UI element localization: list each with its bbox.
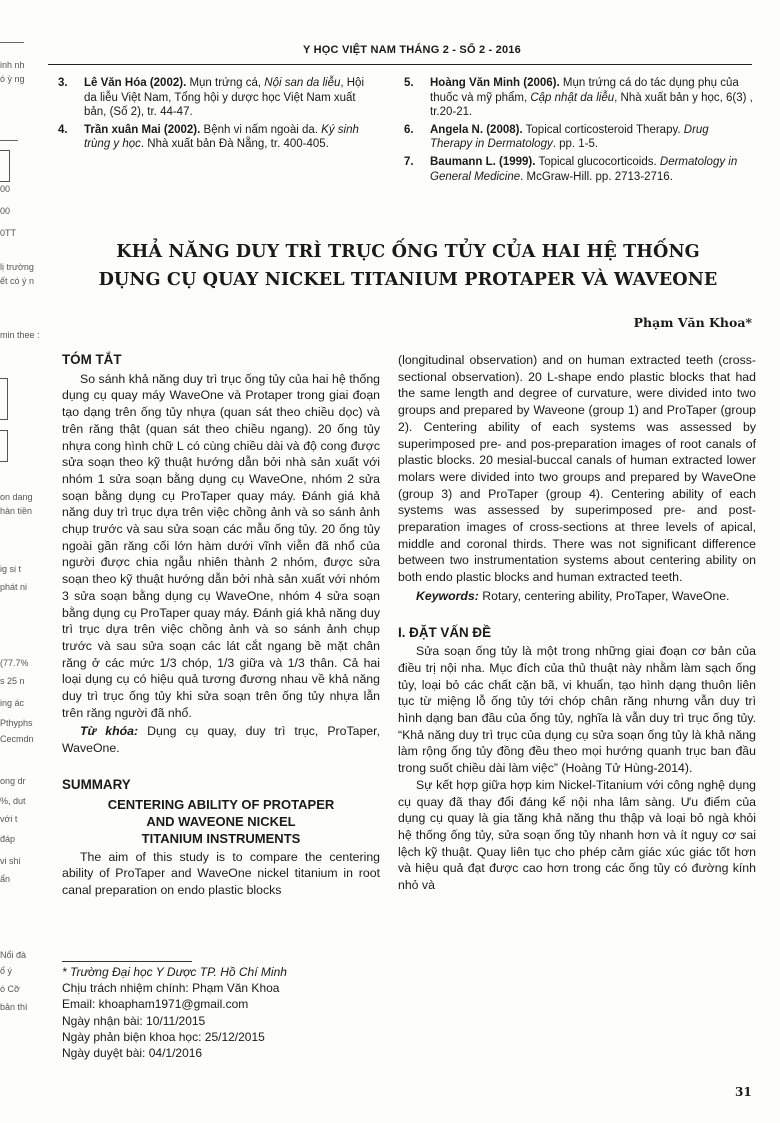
reference-number: 3. xyxy=(58,77,68,89)
intro-paragraph: Sự kết hợp giữa hợp kim Nickel-Titanium với công nghệ dụng cụ quay đã thay đổi đáng kể nội nha lâm sàng. Ưu điểm của dụng cụ quay là gia tăng khả năng thu thập và loại bỏ ngà khỏi hệ thống ống tủy, sửa soạn ống tủy nhanh hơn và ít nguy cơ sai lệch kỹ thuật. Quay liên tục cho phép cảm giác xúc giác tốt hơn và hiệu quả đạt được cao hơn trong các ống tủy có đường kính nhỏ và xyxy=(398,777,756,893)
footnote-affiliation: * Trường Đại học Y Dược TP. Hồ Chí Minh xyxy=(62,965,287,979)
reference-text: . pp. 1-5. xyxy=(552,138,599,151)
margin-fragment: %, dut xyxy=(0,796,26,806)
article-title xyxy=(58,238,758,294)
reference-text: . McGraw-Hill. pp. 2713-2716. xyxy=(520,170,673,183)
margin-fragment: Pthyphs xyxy=(0,718,33,728)
margin-fragment: s 25 n xyxy=(0,676,25,686)
reference-number: 5. xyxy=(404,77,414,89)
page-number: 31 xyxy=(735,1085,752,1099)
keywords-text: Rotary, centering ability, ProTaper, WaveOne. xyxy=(478,588,730,603)
margin-fragment: vi shi xyxy=(0,856,21,866)
footnote-email: Email: khoapham1971@gmail.com xyxy=(62,997,249,1012)
article-title-line: DỤNG CỤ QUAY NICKEL TITANIUM PROTAPER VÀ WAVEONE xyxy=(98,269,718,290)
reference-item xyxy=(58,123,376,152)
footnote-responsible: Chịu trách nhiệm chính: Phạm Văn Khoa xyxy=(62,981,280,996)
reference-text: Topical corticosteroid Therapy. xyxy=(522,123,684,136)
reference-number: 7. xyxy=(404,155,414,168)
footnote xyxy=(62,964,362,1061)
margin-fragment: ó ỳ ng xyxy=(0,74,25,84)
margin-fragment: ing ác xyxy=(0,698,25,708)
references-right xyxy=(404,76,754,187)
reference-item xyxy=(404,123,754,152)
margin-fragment: bản thì xyxy=(0,1002,28,1012)
reference-text: . Nhà xuất bản Đà Nẵng, tr. 400-405. xyxy=(140,138,329,151)
left-column xyxy=(62,352,380,899)
margin-fragment: on dang xyxy=(0,492,33,502)
margin-fragment: ổ ý xyxy=(0,966,13,976)
footnote-approved: Ngày duyệt bài: 04/1/2016 xyxy=(62,1046,203,1061)
reference-authors: Angela N. (2008). xyxy=(430,123,523,136)
intro-heading: I. ĐẶT VẤN ĐỀ xyxy=(398,624,491,640)
summary-subtitle xyxy=(62,796,380,847)
header-rule xyxy=(48,64,752,65)
margin-fragment: inh nh xyxy=(0,60,25,70)
footnote-rule xyxy=(62,961,192,962)
section-gap xyxy=(398,605,756,625)
margin-box xyxy=(0,378,8,420)
summary-body-start: The aim of this study is to compare the centering ability of ProTaper and WaveOne nickel titanium in root canal preparation on endo plastic blocks xyxy=(62,849,380,897)
reference-source: Nội san da liễu xyxy=(264,77,341,89)
margin-fragment: lị trường xyxy=(0,262,34,272)
keywords-text: Dụng cụ quay, duy trì trục, ProTaper, WaveOne. xyxy=(62,724,380,756)
keywords-label: Keywords: xyxy=(416,588,479,603)
reference-authors: Baumann L. (1999). xyxy=(430,155,536,168)
reference-source: Drug Therapy in Dermatology xyxy=(430,123,709,151)
summary-heading: SUMMARY xyxy=(62,776,131,792)
margin-line xyxy=(0,42,24,43)
section-gap xyxy=(62,757,380,777)
margin-fragment: ó Cỡ xyxy=(0,984,20,994)
reference-text: Topical glucocorticoids. xyxy=(535,155,660,168)
reference-text: Bệnh vi nấm ngoài da. xyxy=(200,123,322,136)
right-column xyxy=(398,352,756,894)
margin-fragment: min thee : xyxy=(0,330,40,340)
summary-subtitle-line: CENTERING ABILITY OF PROTAPER xyxy=(107,796,335,812)
reference-authors: Hoàng Văn Minh (2006). xyxy=(430,77,560,89)
margin-fragment: (77.7% xyxy=(0,658,29,668)
margin-fragment: 00 xyxy=(0,206,11,216)
reference-authors: Trần xuân Mai (2002). xyxy=(84,123,201,136)
margin-fragment: ết có ý n xyxy=(0,276,35,286)
reference-item xyxy=(404,76,754,120)
margin-box xyxy=(0,430,8,462)
margin-fragment: 00 xyxy=(0,184,11,194)
margin-line xyxy=(0,140,18,141)
reference-text: , Nhà xuất bản y học, 6(3) , tr.20-21. xyxy=(430,91,753,119)
margin-box xyxy=(0,150,10,182)
margin-fragment: với t xyxy=(0,814,18,824)
reference-text: , Hội da liễu Việt Nam, Tổng hội y dược học Việt Nam xuất bản, (Số 2), tr. 44-47. xyxy=(84,77,365,119)
article-author: Phạm Văn Khoa* xyxy=(633,315,752,330)
article-title-line: KHẢ NĂNG DUY TRÌ TRỤC ỐNG TỦY CỦA HAI HỆ THỐNG xyxy=(116,241,700,262)
reference-source: Ký sinh trùng y học xyxy=(84,123,359,151)
reference-authors: Lê Văn Hóa (2002). xyxy=(84,77,187,89)
abstract-keywords xyxy=(62,723,380,756)
margin-fragment: Cecmdn xyxy=(0,734,34,744)
margin-fragment: Nổi đà xyxy=(0,950,27,960)
summary-subtitle-line: AND WAVEONE NICKEL xyxy=(146,813,296,829)
intro-paragraph: Sửa soạn ống tủy là một trong những giai đoạn cơ bản của điều trị nội nha. Mục đích của thủ thuật này nhằm làm sạch ống tủy, loại bỏ các chất cặn bã, vi khuẩn, tạo hình dạng thuôn liên tục từ miệng lỗ ống tủy tới chóp chân răng nhưng vẫn duy trì hình dạng ban đầu của ống tủy, nghĩa là vẫn duy trì trục ống tủy. “Khả năng duy trì trục của dụng cụ sửa soạn ống tủy là khả năng làm rộng ống tủy đồng đều theo mọi hướng quanh trục ban đầu trong suốt chiều dài làm việc” (Hoàng Tử Hùng-2014). xyxy=(398,644,756,776)
margin-fragment: ong dr xyxy=(0,776,26,786)
reference-number: 6. xyxy=(404,123,414,136)
margin-fragment: 0TT xyxy=(0,228,17,238)
abstract-heading: TÓM TẮT xyxy=(62,352,122,367)
margin-fragment: đáp xyxy=(0,834,16,844)
reference-item xyxy=(404,155,754,184)
margin-fragment: ig si t xyxy=(0,564,22,574)
footnote-received: Ngày nhận bài: 10/11/2015 xyxy=(62,1013,206,1028)
margin-fragment: hàn tiền xyxy=(0,506,33,516)
footnote-reviewed: Ngày phản biện khoa học: 25/12/2015 xyxy=(62,1029,265,1044)
running-header: Y HỌC VIỆT NAM THÁNG 2 - SỐ 2 - 2016 xyxy=(303,44,521,56)
margin-fragment: ẩn xyxy=(0,874,11,884)
keywords-label: Từ khóa: xyxy=(80,724,139,739)
margin-fragment: phát ni xyxy=(0,582,28,592)
reference-text: Mụn trứng cá do tác dụng phụ của thuốc và mỹ phẩm, xyxy=(430,77,739,104)
reference-text: Mụn trứng cá, xyxy=(186,77,265,89)
reference-number: 4. xyxy=(58,123,68,136)
references-left xyxy=(58,76,376,155)
reference-source: Dermatology in General Medicine xyxy=(430,155,738,183)
summary-subtitle-line: TITANIUM INSTRUMENTS xyxy=(141,830,301,846)
reference-item xyxy=(58,76,376,120)
reference-source: Cập nhật da liễu xyxy=(530,91,615,104)
summary-body-continued: (longitudinal observation) and on human extracted teeth (cross-sectional observation). 20 L-shape endo plastic blocks that had the same length and degree of curvature, were divided into two groups and prepared by Waveone (group 1) and ProTaper (group 2). Centering ability of each systems was assessed by superimposed pre- and pos-preparation images of root canals of plastic blocks. 20 mesial-buccal canals of human extracted lower molars were divided into two groups and prepared by WaveOne (group 3) and ProTaper (group 4). Centering ability of each systems was assessed by superimposed pre- and post-preparation images of cross-sections at three levels of apical, middle and coronal thirds. There was not significant difference between two instrumentation systems about centering ability on both endo plastic blocks and human extracted teeth. xyxy=(398,353,756,585)
abstract-body: So sánh khả năng duy trì trục ống tủy của hai hệ thống dụng cụ quay máy WaveOne và Protaper trong giai đoạn tạo dạng trên ống tủy nhựa (quan sát theo chiều dọc) và trên răng thật (quan sát theo chiều ngang). 20 ống tủy nhựa cong hình chữ L có cùng chiều dài và độ cong được sửa soạn theo kỹ thuật hướng dẫn bởi nhà sản xuất với nhóm 1 sửa soạn bằng dụng cụ WaveOne, nhóm 2 sửa soạn bằng dụng cụ ProTaper quay máy. Đánh giá khả năng duy trì trục dựa trên việc chồng ảnh và so sánh ảnh chụp trước và sau sửa soạn các mẫu ống tủy. 20 ống tủy ngoài gần răng cối lớn hàm dưới vĩnh viễn đã nhổ của người được chia ngẫu nhiên thành 2 nhóm, được sửa soạn theo kỹ thuật hướng dẫn bởi nhà sản xuất với nhóm 3 sửa soạn bằng dụng cụ WaveOne, nhóm 4 sửa soạn bằng dụng cụ ProTaper quay máy. Đánh giá khả năng duy trì trục dựa trên việc chồng ảnh và so sánh ảnh chụp trước và sau sửa soạn các lát cắt ngang bề mặt chân răng ở các mức 1/3 chóp, 1/3 giữa và 1/3 thân. Cả hai loại dụng cụ có hiệu quả tương đương nhau về khả năng duy trì trục ống tủy khi sửa soạn trên ống tủy nhựa lẫn trên răng người đã nhổ. xyxy=(62,371,380,720)
summary-keywords xyxy=(398,588,756,605)
